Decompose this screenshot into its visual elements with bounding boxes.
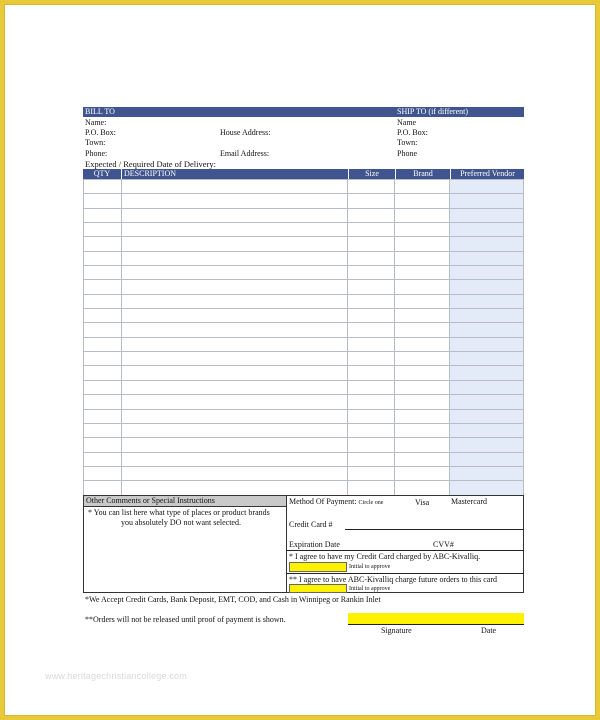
- table-row: [84, 466, 524, 480]
- bill-town-label: Town:: [85, 138, 106, 147]
- table-cell[interactable]: [121, 280, 347, 294]
- table-cell[interactable]: [348, 352, 395, 366]
- table-row: [84, 266, 524, 280]
- table-cell[interactable]: [450, 438, 524, 452]
- table-row: [84, 323, 524, 337]
- table-cell[interactable]: [84, 237, 122, 251]
- table-row: [84, 366, 524, 380]
- table-cell[interactable]: [348, 452, 395, 466]
- table-row: [84, 208, 524, 222]
- table-cell[interactable]: [84, 423, 122, 437]
- table-cell[interactable]: [450, 352, 524, 366]
- bill-to-header: BILL TO: [85, 107, 115, 116]
- table-row: [84, 194, 524, 208]
- table-cell[interactable]: [450, 380, 524, 394]
- table-cell[interactable]: [121, 423, 347, 437]
- table-row: [84, 294, 524, 308]
- comments-header: Other Comments or Special Instructions: [84, 496, 286, 507]
- table-cell[interactable]: [84, 481, 122, 495]
- table-cell[interactable]: [450, 223, 524, 237]
- table-cell[interactable]: [84, 194, 122, 208]
- table-cell[interactable]: [395, 323, 450, 337]
- table-cell[interactable]: [121, 266, 347, 280]
- table-cell[interactable]: [84, 223, 122, 237]
- signature-line: [348, 624, 524, 625]
- table-cell[interactable]: [121, 395, 347, 409]
- table-cell[interactable]: [121, 352, 347, 366]
- table-cell[interactable]: [348, 466, 395, 480]
- agree-future-text: ** I agree to have ABC-Kivalliq charge future orders to this card: [289, 575, 498, 584]
- table-row: [84, 380, 524, 394]
- table-cell[interactable]: [348, 280, 395, 294]
- accept-payment-note: *We Accept Credit Cards, Bank Deposit, EMT, COD, and Cash in Winnipeg or Rankin Inlet: [85, 595, 381, 604]
- table-cell[interactable]: [84, 180, 122, 194]
- table-cell[interactable]: [121, 481, 347, 495]
- table-cell[interactable]: [348, 323, 395, 337]
- table-cell[interactable]: [348, 481, 395, 495]
- table-cell[interactable]: [84, 395, 122, 409]
- table-cell[interactable]: [121, 223, 347, 237]
- table-cell[interactable]: [121, 337, 347, 351]
- table-cell[interactable]: [395, 452, 450, 466]
- table-cell[interactable]: [121, 438, 347, 452]
- agree-divider: [287, 573, 524, 574]
- table-row: [84, 452, 524, 466]
- table-cell[interactable]: [84, 266, 122, 280]
- items-table: [83, 179, 524, 496]
- table-cell[interactable]: [450, 452, 524, 466]
- table-row: [84, 280, 524, 294]
- table-cell[interactable]: [348, 366, 395, 380]
- table-cell[interactable]: [395, 194, 450, 208]
- table-cell[interactable]: [450, 309, 524, 323]
- table-cell[interactable]: [395, 223, 450, 237]
- table-cell[interactable]: [348, 438, 395, 452]
- table-cell[interactable]: [121, 294, 347, 308]
- expiration-date-label: Expiration Date: [289, 540, 340, 549]
- table-cell[interactable]: [84, 251, 122, 265]
- table-cell[interactable]: [450, 481, 524, 495]
- table-cell[interactable]: [121, 237, 347, 251]
- table-cell[interactable]: [121, 380, 347, 394]
- table-cell[interactable]: [348, 380, 395, 394]
- table-cell[interactable]: [348, 180, 395, 194]
- table-cell[interactable]: [450, 194, 524, 208]
- table-cell[interactable]: [348, 208, 395, 222]
- signature-field[interactable]: [348, 613, 524, 624]
- table-cell[interactable]: [395, 380, 450, 394]
- table-cell[interactable]: [395, 352, 450, 366]
- table-cell[interactable]: [121, 409, 347, 423]
- table-cell[interactable]: [450, 266, 524, 280]
- table-cell[interactable]: [450, 395, 524, 409]
- table-cell[interactable]: [84, 280, 122, 294]
- table-row: [84, 409, 524, 423]
- table-cell[interactable]: [395, 423, 450, 437]
- table-cell[interactable]: [348, 251, 395, 265]
- comments-note-line1: * You can list here what type of places or product brands: [88, 508, 270, 517]
- table-cell[interactable]: [348, 237, 395, 251]
- table-row: [84, 352, 524, 366]
- ship-po-box-label: P.O. Box:: [397, 128, 428, 137]
- circle-one-hint: Circle one: [358, 500, 384, 506]
- table-cell[interactable]: [395, 180, 450, 194]
- payment-box: [287, 495, 524, 593]
- release-note: **Orders will not be released until proof of payment is shown.: [85, 615, 286, 624]
- mastercard-option[interactable]: Mastercard: [451, 497, 487, 506]
- table-cell[interactable]: [450, 208, 524, 222]
- table-cell[interactable]: [450, 323, 524, 337]
- table-cell[interactable]: [395, 395, 450, 409]
- table-row: [84, 481, 524, 495]
- email-address-label: Email Address:: [220, 149, 270, 158]
- table-cell[interactable]: [348, 337, 395, 351]
- payment-method-label: [289, 497, 383, 508]
- table-cell[interactable]: [450, 294, 524, 308]
- table-cell[interactable]: [121, 323, 347, 337]
- table-cell[interactable]: [84, 352, 122, 366]
- cvv-label: CVV#: [433, 540, 454, 549]
- table-cell[interactable]: [348, 223, 395, 237]
- table-cell[interactable]: [395, 280, 450, 294]
- table-cell[interactable]: [450, 251, 524, 265]
- bill-name-label: Name:: [85, 118, 107, 127]
- table-cell[interactable]: [84, 309, 122, 323]
- col-size: Size: [348, 169, 395, 179]
- table-row: [84, 423, 524, 437]
- table-cell[interactable]: [395, 409, 450, 423]
- table-cell[interactable]: [84, 337, 122, 351]
- table-cell[interactable]: [395, 337, 450, 351]
- table-cell[interactable]: [348, 194, 395, 208]
- table-cell[interactable]: [348, 266, 395, 280]
- table-cell[interactable]: [450, 180, 524, 194]
- table-row: [84, 237, 524, 251]
- table-cell[interactable]: [450, 423, 524, 437]
- table-cell[interactable]: [121, 309, 347, 323]
- watermark-text: www.heritagechristiancollege.com: [45, 671, 187, 681]
- table-cell[interactable]: [395, 294, 450, 308]
- ship-town-label: Town:: [397, 138, 418, 147]
- date-label: Date: [481, 626, 497, 635]
- table-cell[interactable]: [84, 380, 122, 394]
- table-cell[interactable]: [395, 481, 450, 495]
- table-cell[interactable]: [84, 208, 122, 222]
- comments-note-line2: you absolutely DO not want selected.: [121, 518, 241, 527]
- table-cell[interactable]: [450, 466, 524, 480]
- table-cell[interactable]: [121, 180, 347, 194]
- comments-box[interactable]: [83, 495, 287, 593]
- table-cell[interactable]: [121, 251, 347, 265]
- initial-approve-field-2[interactable]: [289, 584, 347, 593]
- credit-card-label: Credit Card #: [289, 520, 333, 529]
- table-cell[interactable]: [121, 208, 347, 222]
- table-cell[interactable]: [348, 294, 395, 308]
- table-cell[interactable]: [121, 194, 347, 208]
- table-row: [84, 309, 524, 323]
- table-cell[interactable]: [395, 251, 450, 265]
- table-cell[interactable]: [450, 237, 524, 251]
- table-row: [84, 395, 524, 409]
- table-row: [84, 337, 524, 351]
- order-form-page: [4, 4, 596, 716]
- col-qty: QTY: [93, 169, 111, 178]
- table-cell[interactable]: [84, 466, 122, 480]
- ship-to-header: SHIP TO (if different): [397, 107, 469, 116]
- initial-approve-label-2: Initial to approve: [349, 586, 391, 592]
- table-cell[interactable]: [395, 237, 450, 251]
- table-cell[interactable]: [348, 423, 395, 437]
- table-row: [84, 438, 524, 452]
- table-cell[interactable]: [348, 309, 395, 323]
- table-cell[interactable]: [395, 208, 450, 222]
- table-cell[interactable]: [395, 309, 450, 323]
- delivery-date-label: Expected / Required Date of Delivery:: [85, 159, 216, 169]
- table-cell[interactable]: [84, 366, 122, 380]
- ship-phone-label: Phone: [397, 149, 417, 158]
- table-cell[interactable]: [121, 366, 347, 380]
- table-row: [84, 251, 524, 265]
- signature-label: Signature: [381, 626, 412, 635]
- agree-charge-text: * I agree to have my Credit Card charged by ABC-Kivalliq.: [289, 552, 481, 561]
- table-cell[interactable]: [395, 366, 450, 380]
- table-row: [84, 223, 524, 237]
- table-cell[interactable]: [395, 266, 450, 280]
- table-row: [84, 180, 524, 194]
- table-cell[interactable]: [121, 452, 347, 466]
- bill-phone-label: Phone:: [85, 149, 108, 158]
- house-address-label: House Address:: [220, 128, 271, 137]
- initial-approve-field-1[interactable]: [289, 562, 347, 572]
- table-cell[interactable]: [450, 409, 524, 423]
- address-header-bar: [83, 107, 524, 117]
- expiration-line[interactable]: [287, 550, 524, 551]
- initial-approve-label-1: Initial to approve: [349, 564, 391, 570]
- table-cell[interactable]: [450, 280, 524, 294]
- items-table-header: [83, 169, 524, 179]
- table-cell[interactable]: [450, 337, 524, 351]
- table-cell[interactable]: [84, 323, 122, 337]
- credit-card-number-line[interactable]: [345, 529, 523, 530]
- col-preferred-vendor: Preferred Vendor: [450, 169, 524, 179]
- table-cell[interactable]: [348, 395, 395, 409]
- payment-method-text: Method Of Payment:: [289, 497, 357, 506]
- table-cell[interactable]: [348, 409, 395, 423]
- table-cell[interactable]: [84, 409, 122, 423]
- ship-name-label: Name: [397, 118, 417, 127]
- table-cell[interactable]: [84, 294, 122, 308]
- table-cell[interactable]: [395, 438, 450, 452]
- col-description: DESCRIPTION: [121, 169, 348, 179]
- table-cell[interactable]: [84, 452, 122, 466]
- col-brand: Brand: [395, 169, 450, 179]
- table-cell[interactable]: [121, 466, 347, 480]
- bill-po-box-label: P.O. Box:: [85, 128, 116, 137]
- table-cell[interactable]: [395, 466, 450, 480]
- visa-option[interactable]: Visa: [415, 498, 430, 507]
- table-cell[interactable]: [84, 438, 122, 452]
- table-cell[interactable]: [450, 366, 524, 380]
